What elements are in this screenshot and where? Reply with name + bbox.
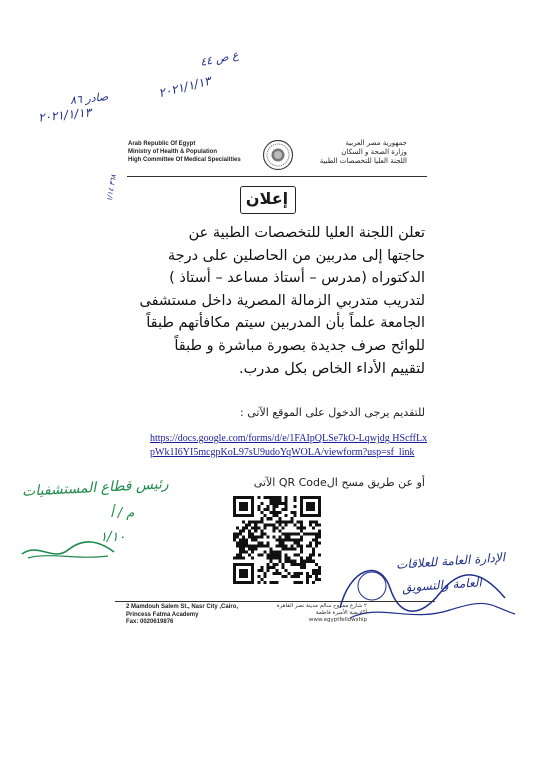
header-ar-ministry: وزارة الصحة و السكان <box>341 148 407 156</box>
footer-english <box>126 604 238 627</box>
handwritten-side-note: ٣٦٨ ١/١٤ <box>105 173 118 203</box>
footer-en-fax: Fax: 0020619876 <box>126 619 174 625</box>
handwritten-green-note-2: م / أ <box>110 506 135 521</box>
handwritten-ref-top-right-1: ع ص ٤٤ <box>199 48 240 69</box>
body-line: حاجتها إلى مدربين من الحاصلين على درجة <box>167 247 425 264</box>
footer-ar-address: ٢ شارع ممدوح سالم مدينة نصر القاهرة <box>276 603 367 609</box>
header-arabic <box>320 139 407 166</box>
body-line: لتقييم الأداء الخاص بكل مدرب. <box>239 360 425 377</box>
body-line: تعلن اللجنة العليا للتخصصات الطبية عن <box>188 225 425 241</box>
body-line: للوائح صرف جديدة بصورة مباشرة و طبقاً <box>174 337 425 354</box>
footer-en-address: 2 Mamdouh Salem St., Nasr City ,Cairo, <box>126 604 239 610</box>
header-ar-committee: اللجنة العليا للتخصصات الطبية <box>319 157 407 165</box>
announcement-body <box>115 222 425 380</box>
ministry-seal-icon <box>262 139 294 171</box>
footer-ar-website: www.egyptfellowship <box>308 617 367 623</box>
handwritten-ref-top-left-2: ٢٠٢١/١/١٣ <box>37 105 92 125</box>
handwritten-ref-top-left-1: صادر ٨٦ <box>69 90 109 107</box>
qr-instruction: أو عن طريق مسح الQR Code الآتى <box>253 476 425 489</box>
header-en-committee: High Committee Of Medical Specialities <box>128 157 241 163</box>
footer-ar-academy: أكاديمية الأميرة فاطمة <box>315 610 367 616</box>
green-signature-icon <box>18 522 118 562</box>
body-line: الدكتوراه (مدرس – أستاذ مساعد – أستاذ ) <box>169 270 425 287</box>
footer-divider <box>115 601 435 602</box>
header-english <box>128 140 241 164</box>
application-form-link[interactable]: https://docs.google.com/forms/d/e/1FAIpQLSe7kO-Lqwjdg HScffLxpWk1I6YI5mcgpKoL97sU9udoYqWOLA/viewform?usp=sf_link <box>150 433 428 458</box>
handwritten-blue-note-2: العامة والتسويق <box>401 575 483 595</box>
header-en-ministry: Ministry of Health & Population <box>128 149 218 155</box>
handwritten-green-note-1: رئيس قطاع المستشفيات <box>21 476 169 500</box>
footer-arabic <box>277 603 367 624</box>
handwritten-blue-note-1: الإدارة العامة للعلاقات <box>395 550 506 572</box>
page-title: إعلان <box>245 189 289 208</box>
apply-instruction: للتقديم يرجى الدخول على الموقع الآتى : <box>240 406 425 419</box>
header-divider <box>127 176 427 177</box>
qr-code-icon[interactable] <box>232 496 322 584</box>
footer-en-academy: Princess Fatma Academy <box>126 611 199 618</box>
header-ar-country: جمهورية مصر العربية <box>345 139 407 147</box>
body-line: الجامعة علماً بأن المدربين سيتم مكافأتهم طبقاً <box>146 315 425 332</box>
handwritten-ref-top-right-2: ٢٠٢١/١/١٣ <box>157 73 213 101</box>
body-line: لتدريب متدربي الزمالة المصرية داخل مستشفى <box>139 292 425 309</box>
handwritten-green-note-3: ١/١٠ <box>100 530 126 545</box>
header-en-country: Arab Republic Of Egypt <box>128 141 196 147</box>
